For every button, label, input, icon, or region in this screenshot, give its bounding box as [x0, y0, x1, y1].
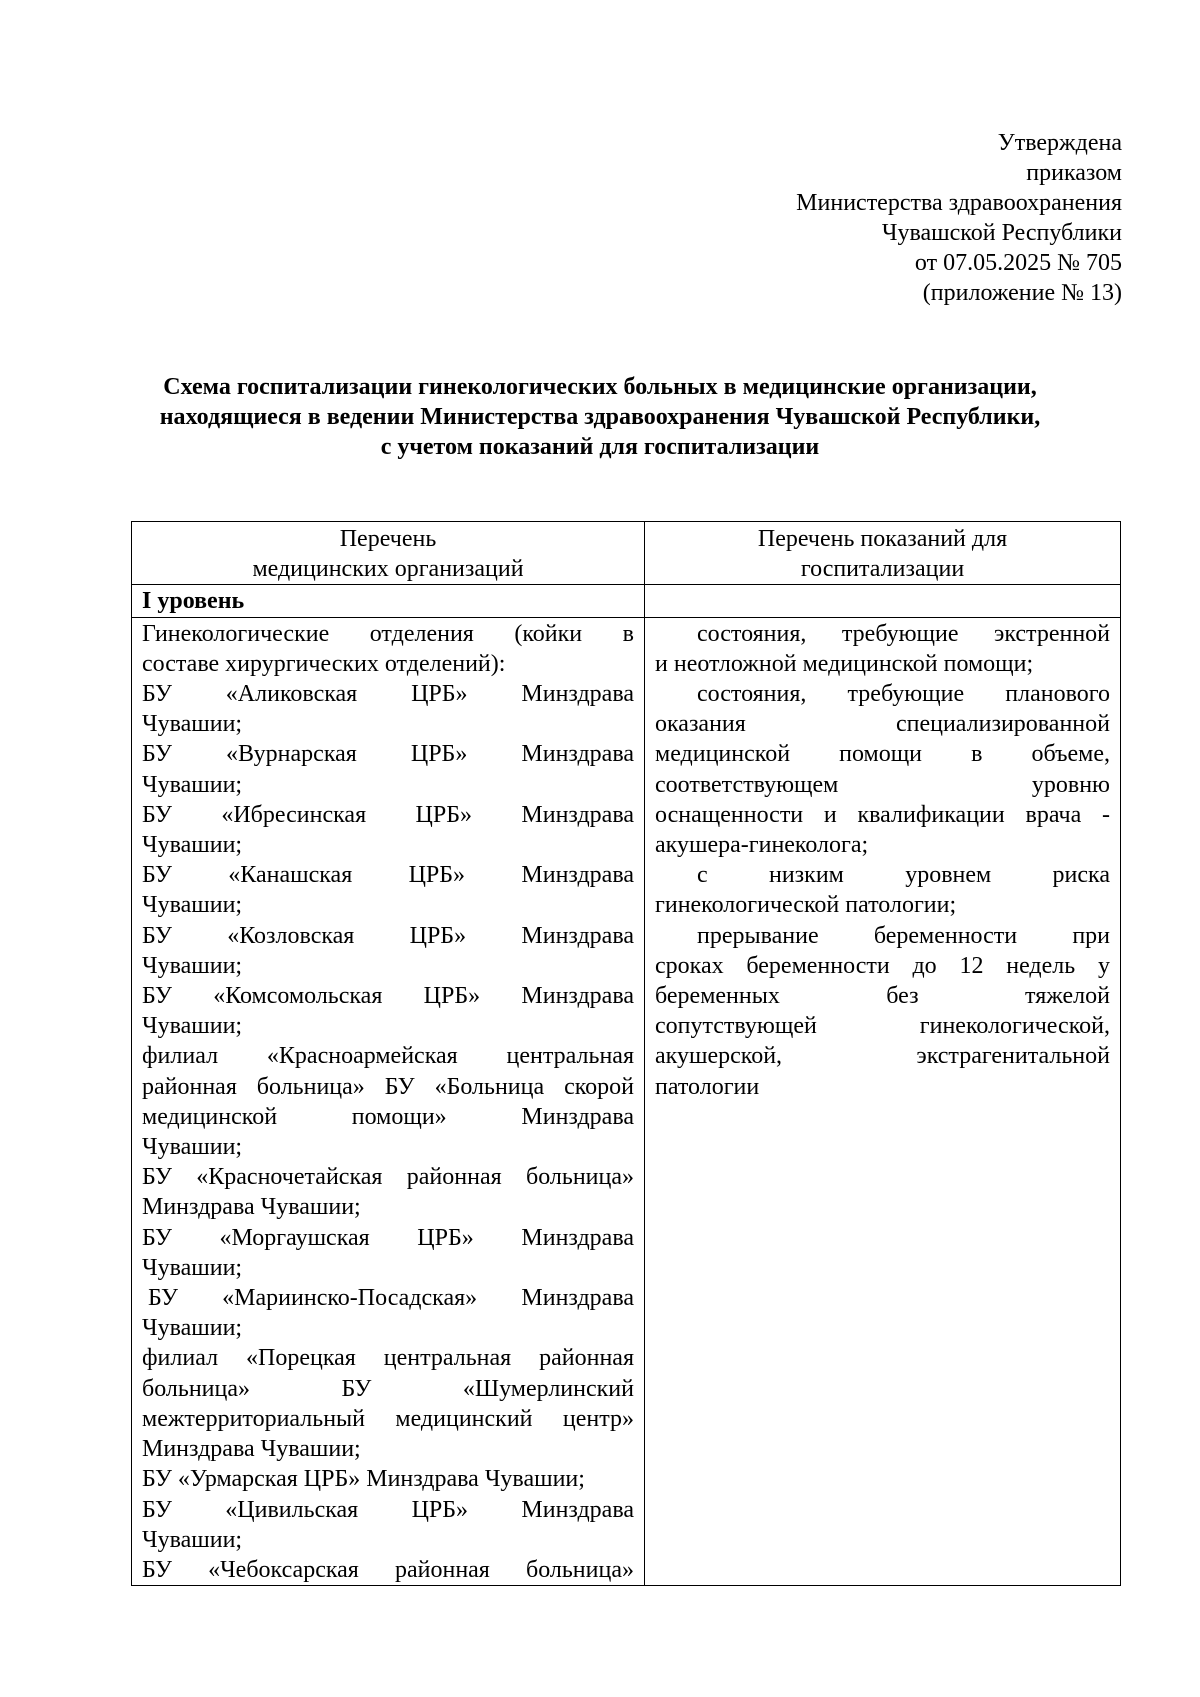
- org-line: БУ «Чебоксарская районная больница»: [142, 1556, 634, 1583]
- approval-line: Министерства здравоохранения: [796, 190, 1122, 216]
- org-line: Чувашии;: [142, 832, 243, 859]
- table-header-row: [132, 522, 1121, 585]
- title-line: с учетом показаний для госпитализации: [380, 434, 820, 460]
- org-line: БУ «Аликовская ЦРБ» Минздрава: [142, 681, 634, 708]
- org-line: БУ «Красночетайская районная больница»: [142, 1164, 634, 1191]
- org-line: Чувашии;: [142, 771, 243, 798]
- header-organizations: Перечень медицинских организаций: [132, 522, 645, 585]
- org-line: БУ «Цивильская ЦРБ» Минздрава: [142, 1496, 634, 1523]
- org-line: Чувашии;: [142, 1526, 243, 1553]
- indication-line: сопутствующей гинекологической,: [655, 1013, 1110, 1040]
- approval-line: от 07.05.2025 № 705: [914, 250, 1122, 276]
- indication-line: акушера-гинеколога;: [655, 832, 869, 859]
- org-line: БУ «Комсомольская ЦРБ» Минздрава: [142, 983, 634, 1010]
- org-line: Чувашии;: [142, 1254, 243, 1281]
- title-line: Схема госпитализации гинекологических больных в медицинские организации,: [163, 374, 1037, 400]
- indication-line: состояния, требующие экстренной: [697, 620, 1110, 647]
- hospitalization-table: [131, 521, 1121, 1586]
- org-line: медицинской помощи» Минздрава: [142, 1103, 634, 1130]
- org-line: Чувашии;: [142, 1315, 243, 1342]
- org-line: составе хирургических отделений):: [142, 650, 506, 677]
- indication-line: акушерской, экстрагенитальной: [655, 1043, 1110, 1070]
- indication-line: оснащенности и квалификации врача -: [655, 801, 1110, 828]
- org-line: Минздрава Чувашии;: [142, 1194, 361, 1221]
- approval-line: приказом: [1026, 160, 1122, 186]
- table-row: [132, 617, 1121, 1586]
- indication-line: состояния, требующие планового: [697, 681, 1110, 708]
- indications-cell: [645, 617, 1121, 1586]
- title-line: находящиеся в ведении Министерства здравоохранения Чувашской Республики,: [159, 404, 1041, 430]
- org-line: БУ «Козловская ЦРБ» Минздрава: [142, 922, 634, 949]
- header-indications: Перечень показаний для госпитализации: [645, 522, 1121, 585]
- approval-line: Чувашской Республики: [881, 220, 1122, 246]
- approval-line: (приложение № 13): [922, 280, 1122, 306]
- org-line: Минздрава Чувашии;: [142, 1436, 361, 1463]
- indication-line: сроках беременности до 12 недель у: [655, 952, 1110, 979]
- org-line: Чувашии;: [142, 1134, 243, 1161]
- org-line: БУ «Вурнарская ЦРБ» Минздрава: [142, 741, 634, 768]
- indication-line: гинекологической патологии;: [655, 892, 957, 919]
- org-line: БУ «Урмарская ЦРБ» Минздрава Чувашии;: [142, 1466, 585, 1493]
- indication-line: медицинской помощи в объеме,: [655, 741, 1110, 768]
- indication-line: прерывание беременности при: [697, 922, 1110, 949]
- indication-line: соответствующем уровню: [655, 771, 1110, 798]
- indication-line: беременных без тяжелой: [655, 983, 1110, 1010]
- level-label: I уровень: [132, 585, 645, 617]
- indication-line: и неотложной медицинской помощи;: [655, 650, 1034, 677]
- org-line: межтерриториальный медицинский центр»: [142, 1405, 634, 1432]
- org-line: Чувашии;: [142, 952, 243, 979]
- org-line: больница» БУ «Шумерлинский: [142, 1375, 634, 1402]
- indication-line: с низким уровнем риска: [697, 862, 1110, 889]
- org-line: Чувашии;: [142, 711, 243, 738]
- org-line: районная больница» БУ «Больница скорой: [142, 1073, 634, 1100]
- org-line: филиал «Порецкая центральная районная: [142, 1345, 634, 1372]
- indication-line: патологии: [655, 1073, 760, 1100]
- level-empty-cell: [645, 585, 1121, 617]
- approval-line: Утверждена: [997, 130, 1122, 156]
- level-row: [132, 585, 1121, 617]
- approval-block: [422, 128, 1122, 308]
- document-title: [80, 372, 1120, 462]
- org-line: БУ «Ибресинская ЦРБ» Минздрава: [142, 801, 634, 828]
- org-line: Чувашии;: [142, 1013, 243, 1040]
- org-line: БУ «Канашская ЦРБ» Минздрава: [142, 862, 634, 889]
- org-line: БУ «Мариинско-Посадская» Минздрава: [148, 1285, 634, 1312]
- org-line: филиал «Красноармейская центральная: [142, 1043, 634, 1070]
- indication-line: оказания специализированной: [655, 711, 1110, 738]
- organizations-cell: [132, 617, 645, 1586]
- org-line: Гинекологические отделения (койки в: [142, 620, 634, 647]
- org-line: БУ «Моргаушская ЦРБ» Минздрава: [142, 1224, 634, 1251]
- org-line: Чувашии;: [142, 892, 243, 919]
